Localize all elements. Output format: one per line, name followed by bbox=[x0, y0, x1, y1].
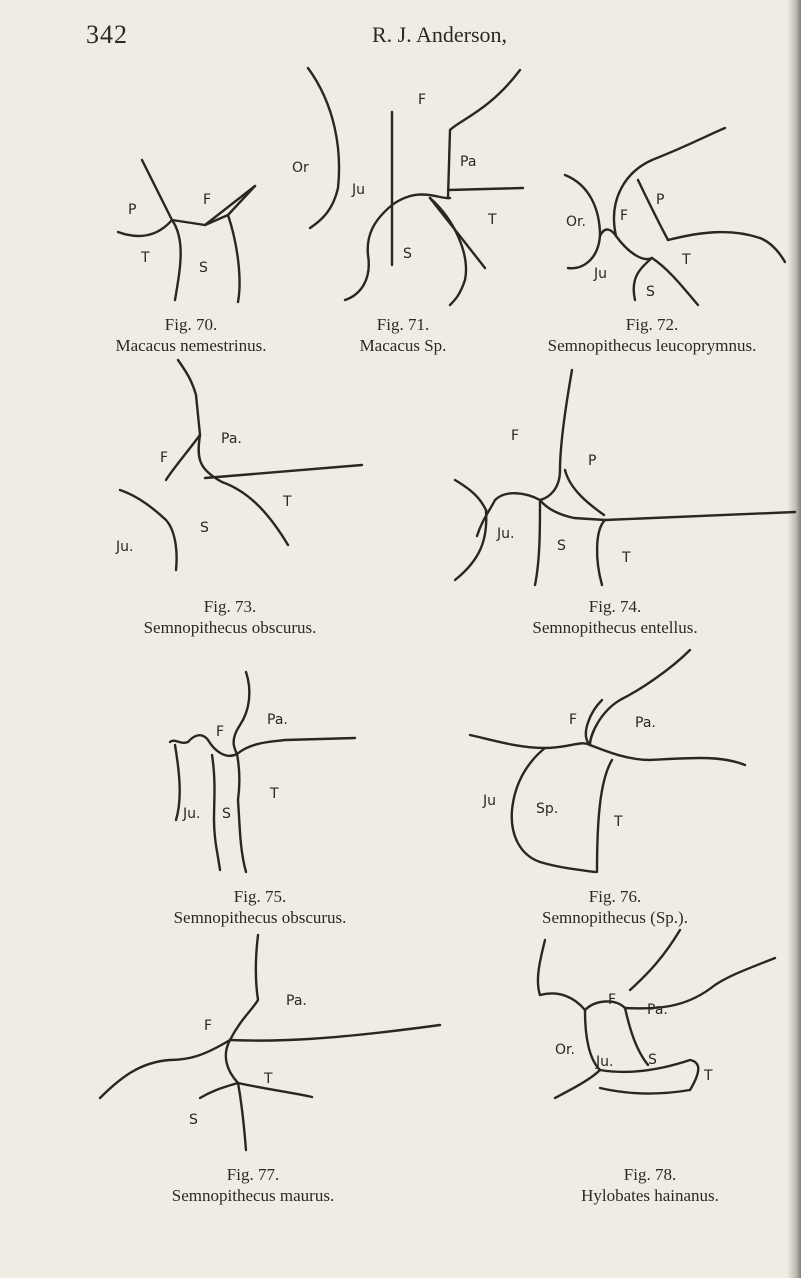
fig-75-label-s: S bbox=[222, 806, 231, 822]
fig-71-caption bbox=[328, 314, 478, 356]
fig-71-label-or: Or bbox=[292, 160, 309, 176]
fig-78-species: Hylobates hainanus. bbox=[581, 1186, 719, 1205]
fig-72-label-p: P bbox=[656, 192, 665, 208]
fig-78-label-ju: Ju. bbox=[596, 1054, 614, 1070]
fig-73-label-t: T bbox=[283, 494, 292, 510]
fig-71-label-ju: Ju bbox=[352, 182, 366, 198]
fig-73-label-f: F bbox=[160, 450, 169, 466]
fig-72-label-s: S bbox=[646, 284, 655, 300]
fig-77-drawing bbox=[100, 935, 440, 1150]
fig-76-label-sp: Sp. bbox=[536, 801, 559, 817]
fig-77-number: Fig. 77. bbox=[226, 1165, 280, 1184]
fig-72-label-f: F bbox=[620, 208, 629, 224]
fig-75-label-pa: Pa. bbox=[267, 712, 288, 728]
fig-74-label-s: S bbox=[557, 538, 566, 554]
fig-78-label-or: Or. bbox=[555, 1042, 575, 1058]
fig-71-label-pa: Pa bbox=[460, 154, 477, 170]
fig-75-number: Fig. 75. bbox=[233, 887, 287, 906]
fig-70-label-t: T bbox=[141, 250, 150, 266]
fig-74-label-f: F bbox=[511, 428, 520, 444]
fig-70-caption bbox=[96, 314, 286, 356]
fig-72-number: Fig. 72. bbox=[625, 315, 679, 334]
fig-77-caption bbox=[128, 1164, 378, 1206]
fig-73-label-ju: Ju. bbox=[116, 539, 134, 555]
fig-74-label-t: T bbox=[622, 550, 631, 566]
fig-76-species: Semnopithecus (Sp.). bbox=[542, 908, 688, 927]
fig-77-label-t: T bbox=[264, 1071, 273, 1087]
running-head: R. J. Anderson, bbox=[372, 22, 508, 47]
fig-76-label-ju: Ju bbox=[483, 793, 497, 809]
fig-77-species: Semnopithecus maurus. bbox=[171, 1186, 335, 1205]
fig-74-number: Fig. 74. bbox=[588, 597, 642, 616]
fig-78-label-t: T bbox=[704, 1068, 713, 1084]
page-number: 342 bbox=[86, 20, 128, 49]
fig-74-species: Semnopithecus entellus. bbox=[532, 618, 698, 637]
fig-74-label-p: P bbox=[588, 453, 597, 469]
fig-73-drawing bbox=[120, 360, 362, 570]
fig-71-label-f: F bbox=[418, 92, 427, 108]
fig-75-label-t: T bbox=[270, 786, 279, 802]
fig-77-label-f: F bbox=[204, 1018, 213, 1034]
fig-73-label-pa: Pa. bbox=[221, 431, 242, 447]
fig-71-label-t: T bbox=[488, 212, 497, 228]
fig-78-label-s: S bbox=[648, 1052, 657, 1068]
fig-73-species: Semnopithecus obscurus. bbox=[143, 618, 317, 637]
fig-72-caption bbox=[514, 314, 790, 356]
fig-76-label-pa: Pa. bbox=[635, 715, 656, 731]
fig-72-species: Semnopithecus leucoprymnus. bbox=[547, 336, 757, 355]
fig-78-label-pa: Pa. bbox=[647, 1002, 668, 1018]
fig-72-label-or: Or. bbox=[566, 214, 586, 230]
fig-76-caption bbox=[500, 886, 730, 928]
fig-73-label-s: S bbox=[200, 520, 209, 536]
fig-78-label-f: F bbox=[608, 992, 617, 1008]
fig-73-number: Fig. 73. bbox=[203, 597, 257, 616]
fig-71-number: Fig. 71. bbox=[376, 315, 430, 334]
fig-76-number: Fig. 76. bbox=[588, 887, 642, 906]
fig-70-label-s: S bbox=[199, 260, 208, 276]
fig-74-label-ju: Ju. bbox=[497, 526, 515, 542]
fig-74-caption bbox=[500, 596, 730, 638]
fig-76-label-f: F bbox=[569, 712, 578, 728]
fig-75-label-ju: Ju. bbox=[183, 806, 201, 822]
fig-71-label-s: S bbox=[403, 246, 412, 262]
fig-73-caption bbox=[110, 596, 350, 638]
fig-70-species: Macacus nemestrinus. bbox=[115, 336, 267, 355]
fig-72-label-ju: Ju bbox=[594, 266, 608, 282]
fig-70-label-f: F bbox=[203, 192, 212, 208]
fig-70-number: Fig. 70. bbox=[164, 315, 218, 334]
fig-75-drawing bbox=[170, 672, 355, 872]
fig-75-species: Semnopithecus obscurus. bbox=[173, 908, 347, 927]
fig-70-label-p: P bbox=[128, 202, 137, 218]
fig-71-species: Macacus Sp. bbox=[359, 336, 447, 355]
fig-77-label-pa: Pa. bbox=[286, 993, 307, 1009]
fig-71-drawing bbox=[308, 68, 523, 305]
fig-77-label-s: S bbox=[189, 1112, 198, 1128]
fig-76-drawing bbox=[470, 650, 745, 872]
fig-76-label-t: T bbox=[614, 814, 623, 830]
fig-75-label-f: F bbox=[216, 724, 225, 740]
fig-78-caption bbox=[540, 1164, 760, 1206]
fig-75-caption bbox=[140, 886, 380, 928]
fig-78-number: Fig. 78. bbox=[623, 1165, 677, 1184]
fig-70-drawing bbox=[118, 160, 255, 302]
fig-72-label-t: T bbox=[682, 252, 691, 268]
